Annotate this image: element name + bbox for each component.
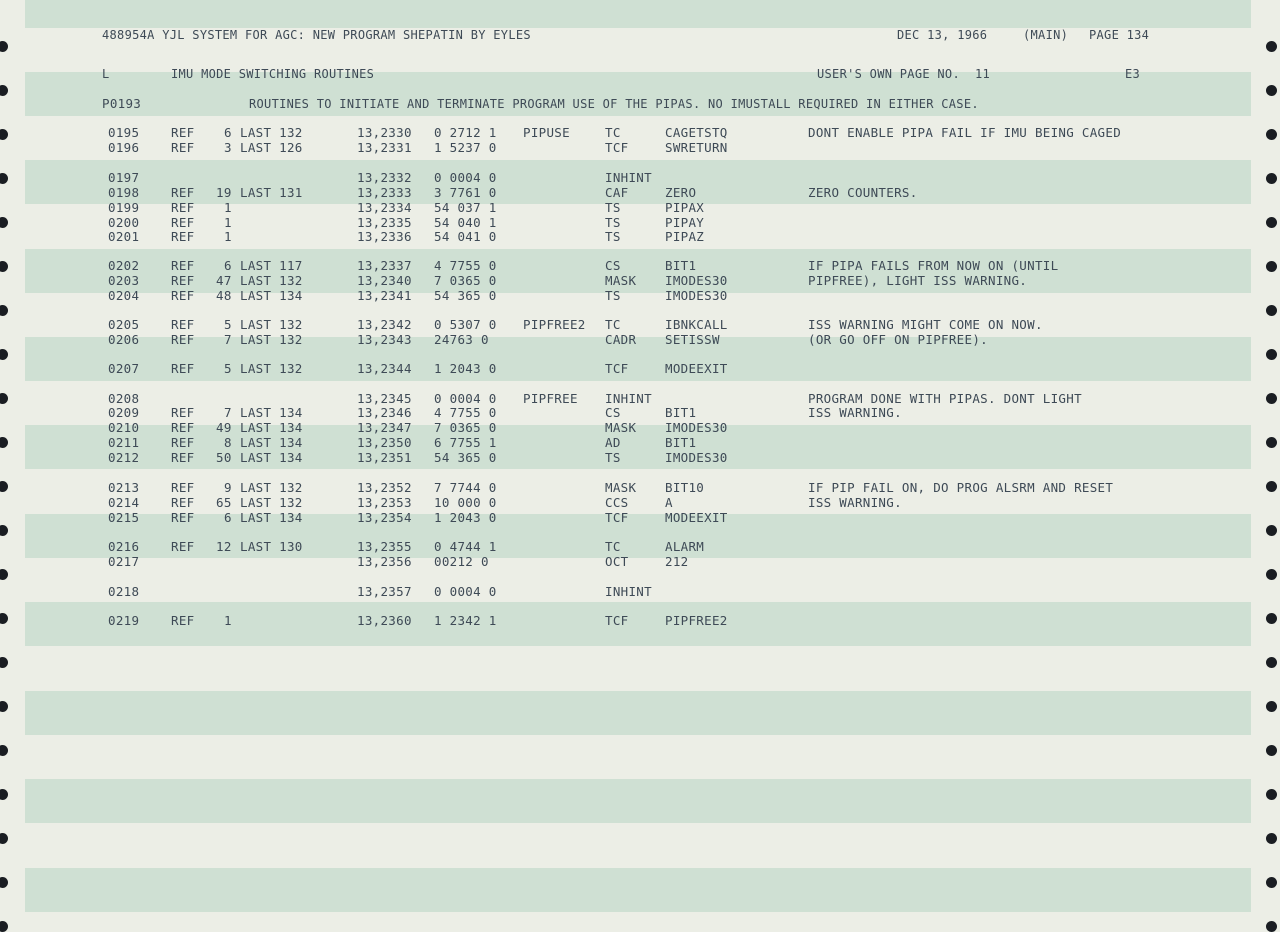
operand: IMODES30 (665, 450, 728, 465)
ref-count: 1 (224, 613, 232, 628)
address: 13,2331 (357, 140, 412, 155)
sprocket-hole (0, 701, 8, 712)
sprocket-hole (1266, 921, 1277, 932)
green-band (25, 514, 1251, 558)
machine-code: 1 2043 0 (434, 510, 497, 525)
line-number: 0201 (108, 229, 140, 244)
sprocket-hole (0, 305, 8, 316)
green-band (25, 779, 1251, 823)
ref-count: 5 (224, 317, 232, 332)
line-number: 0218 (108, 584, 140, 599)
machine-code: 0 0004 0 (434, 391, 497, 406)
address: 13,2351 (357, 450, 412, 465)
comment: IF PIP FAIL ON, DO PROG ALSRM AND RESET (808, 480, 1114, 495)
ref-marker: REF (171, 510, 195, 525)
print-date: DEC 13, 1966 (897, 28, 988, 42)
line-number: 0219 (108, 613, 140, 628)
machine-code: 7 0365 0 (434, 273, 497, 288)
sprocket-hole (0, 789, 8, 800)
ref-count: 12 (216, 539, 232, 554)
line-number: 0197 (108, 170, 140, 185)
last-ref: LAST 134 (240, 420, 303, 435)
sprocket-hole (1266, 349, 1277, 360)
machine-code: 0 0004 0 (434, 170, 497, 185)
line-number: 0207 (108, 361, 140, 376)
ref-marker: REF (171, 140, 195, 155)
address: 13,2343 (357, 332, 412, 347)
green-band (25, 602, 1251, 646)
machine-code: 1 2342 1 (434, 613, 497, 628)
sprocket-hole (1266, 481, 1277, 492)
user-page-number: USER'S OWN PAGE NO. 11 (817, 67, 991, 81)
line-number: 0204 (108, 288, 140, 303)
line-number: 0213 (108, 480, 140, 495)
line-number: 0200 (108, 215, 140, 230)
sprocket-hole (0, 217, 8, 228)
ref-count: 9 (224, 480, 232, 495)
address: 13,2357 (357, 584, 412, 599)
opcode: INHINT (605, 391, 652, 406)
line-number: 0199 (108, 200, 140, 215)
sprocket-hole (0, 129, 8, 140)
sprocket-hole (1266, 701, 1277, 712)
opcode: TC (605, 317, 621, 332)
last-ref: LAST 130 (240, 539, 303, 554)
operand: BIT10 (665, 480, 705, 495)
ref-marker: REF (171, 229, 195, 244)
machine-code: 24763 0 (434, 332, 489, 347)
address: 13,2347 (357, 420, 412, 435)
machine-code: 54 037 1 (434, 200, 497, 215)
sprocket-hole (0, 481, 8, 492)
opcode: MASK (605, 420, 637, 435)
address: 13,2355 (357, 539, 412, 554)
operand: IMODES30 (665, 420, 728, 435)
opcode: CADR (605, 332, 637, 347)
green-band (25, 425, 1251, 469)
sprocket-hole (0, 613, 8, 624)
opcode: TCF (605, 613, 629, 628)
comment: ISS WARNING. (808, 405, 902, 420)
operand: PIPAX (665, 200, 705, 215)
ref-marker: REF (171, 613, 195, 628)
address: 13,2337 (357, 258, 412, 273)
ref-marker: REF (171, 200, 195, 215)
operand: PIPFREE2 (665, 613, 728, 628)
opcode: MASK (605, 480, 637, 495)
ref-marker: REF (171, 480, 195, 495)
ref-count: 6 (224, 510, 232, 525)
last-ref: LAST 132 (240, 273, 303, 288)
last-ref: LAST 126 (240, 140, 303, 155)
sprocket-hole (0, 349, 8, 360)
address: 13,2341 (357, 288, 412, 303)
section-flag: L (102, 67, 110, 81)
ref-count: 3 (224, 140, 232, 155)
sprocket-hole (0, 437, 8, 448)
comment: DONT ENABLE PIPA FAIL IF IMU BEING CAGED (808, 125, 1122, 140)
last-ref: LAST 132 (240, 361, 303, 376)
operand: IBNKCALL (665, 317, 728, 332)
operand: BIT1 (665, 435, 697, 450)
operand: A (665, 495, 673, 510)
line-number: 0210 (108, 420, 140, 435)
sprocket-hole (1266, 745, 1277, 756)
operand: IMODES30 (665, 273, 728, 288)
comment: ISS WARNING. (808, 495, 902, 510)
ref-marker: REF (171, 435, 195, 450)
ref-marker: REF (171, 273, 195, 288)
address: 13,2344 (357, 361, 412, 376)
last-ref: LAST 134 (240, 510, 303, 525)
machine-code: 1 5237 0 (434, 140, 497, 155)
operand: PIPAZ (665, 229, 705, 244)
machine-code: 1 2043 0 (434, 361, 497, 376)
machine-code: 4 7755 0 (434, 258, 497, 273)
green-band (25, 337, 1251, 381)
opcode: TS (605, 200, 621, 215)
line-number: 0195 (108, 125, 140, 140)
comment: PROGRAM DONE WITH PIPAS. DONT LIGHT (808, 391, 1082, 406)
address: 13,2334 (357, 200, 412, 215)
machine-code: 54 041 0 (434, 229, 497, 244)
operand: 212 (665, 554, 689, 569)
statement-label: PIPUSE (523, 125, 570, 140)
ref-count: 65 (216, 495, 232, 510)
opcode: TCF (605, 140, 629, 155)
address: 13,2352 (357, 480, 412, 495)
ref-count: 5 (224, 361, 232, 376)
operand: IMODES30 (665, 288, 728, 303)
machine-code: 7 7744 0 (434, 480, 497, 495)
statement-label: PIPFREE2 (523, 317, 586, 332)
ref-marker: REF (171, 361, 195, 376)
opcode: TS (605, 288, 621, 303)
machine-code: 54 365 0 (434, 288, 497, 303)
last-ref: LAST 132 (240, 125, 303, 140)
last-ref: LAST 134 (240, 435, 303, 450)
green-band (25, 249, 1251, 293)
operand: ALARM (665, 539, 705, 554)
line-number: 0217 (108, 554, 140, 569)
comment: (OR GO OFF ON PIPFREE). (808, 332, 988, 347)
last-ref: LAST 134 (240, 450, 303, 465)
last-ref: LAST 117 (240, 258, 303, 273)
sprocket-hole (1266, 305, 1277, 316)
machine-code: 00212 0 (434, 554, 489, 569)
line-number: 0205 (108, 317, 140, 332)
ref-count: 1 (224, 229, 232, 244)
machine-code: 54 040 1 (434, 215, 497, 230)
job-title: 488954A YJL SYSTEM FOR AGC: NEW PROGRAM SHEPATIN BY EYLES (102, 28, 531, 42)
sprocket-hole (1266, 525, 1277, 536)
sprocket-hole (0, 921, 8, 932)
last-ref: LAST 132 (240, 317, 303, 332)
statement-label: PIPFREE (523, 391, 578, 406)
ref-marker: REF (171, 495, 195, 510)
sprocket-hole (1266, 657, 1277, 668)
line-number: 0216 (108, 539, 140, 554)
operand: MODEEXIT (665, 510, 728, 525)
ref-count: 47 (216, 273, 232, 288)
machine-code: 0 2712 1 (434, 125, 497, 140)
ref-count: 7 (224, 405, 232, 420)
section-code: E3 (1125, 67, 1141, 81)
line-number: 0206 (108, 332, 140, 347)
ref-marker: REF (171, 450, 195, 465)
machine-code: 3 7761 0 (434, 185, 497, 200)
sprocket-hole (0, 569, 8, 580)
line-number: 0203 (108, 273, 140, 288)
opcode: TS (605, 215, 621, 230)
opcode: CS (605, 258, 621, 273)
sprocket-hole (1266, 789, 1277, 800)
last-ref: LAST 134 (240, 288, 303, 303)
address: 13,2333 (357, 185, 412, 200)
address: 13,2345 (357, 391, 412, 406)
sprocket-hole (1266, 569, 1277, 580)
address: 13,2332 (357, 170, 412, 185)
machine-code: 0 0004 0 (434, 584, 497, 599)
opcode: TCF (605, 361, 629, 376)
sprocket-hole (1266, 877, 1277, 888)
operand: PIPAY (665, 215, 705, 230)
opcode: TCF (605, 510, 629, 525)
opcode: CS (605, 405, 621, 420)
ref-marker: REF (171, 317, 195, 332)
ref-count: 48 (216, 288, 232, 303)
opcode: OCT (605, 554, 629, 569)
sprocket-hole (1266, 41, 1277, 52)
sprocket-hole (0, 745, 8, 756)
ref-count: 6 (224, 125, 232, 140)
comment: IF PIPA FAILS FROM NOW ON (UNTIL (808, 258, 1059, 273)
address: 13,2330 (357, 125, 412, 140)
ref-marker: REF (171, 215, 195, 230)
ref-marker: REF (171, 420, 195, 435)
opcode: TC (605, 539, 621, 554)
address: 13,2353 (357, 495, 412, 510)
page-number: PAGE 134 (1089, 28, 1150, 42)
green-band (25, 691, 1251, 735)
operand: SETISSW (665, 332, 720, 347)
ref-count: 7 (224, 332, 232, 347)
address: 13,2336 (357, 229, 412, 244)
address: 13,2340 (357, 273, 412, 288)
comment: PIPFREE), LIGHT ISS WARNING. (808, 273, 1028, 288)
section-title: IMU MODE SWITCHING ROUTINES (171, 67, 375, 81)
operand: BIT1 (665, 258, 697, 273)
sprocket-hole (0, 877, 8, 888)
line-number: 0215 (108, 510, 140, 525)
line-number: 0196 (108, 140, 140, 155)
ref-count: 1 (224, 200, 232, 215)
sprocket-hole (1266, 437, 1277, 448)
operand: CAGETSTQ (665, 125, 728, 140)
sprocket-hole (0, 173, 8, 184)
sprocket-hole (1266, 393, 1277, 404)
sprocket-hole (0, 261, 8, 272)
last-ref: LAST 131 (240, 185, 303, 200)
print-mode: (MAIN) (1023, 28, 1069, 42)
sprocket-hole (0, 657, 8, 668)
operand: SWRETURN (665, 140, 728, 155)
ref-marker: REF (171, 332, 195, 347)
comment: ZERO COUNTERS. (808, 185, 918, 200)
sprocket-hole (1266, 129, 1277, 140)
sprocket-hole (1266, 833, 1277, 844)
address: 13,2346 (357, 405, 412, 420)
sprocket-hole (0, 393, 8, 404)
line-number: 0202 (108, 258, 140, 273)
ref-count: 49 (216, 420, 232, 435)
line-number: 0198 (108, 185, 140, 200)
ref-marker: REF (171, 185, 195, 200)
sprocket-hole (1266, 613, 1277, 624)
opcode: AD (605, 435, 621, 450)
ref-count: 6 (224, 258, 232, 273)
sprocket-hole (0, 525, 8, 536)
machine-code: 0 4744 1 (434, 539, 497, 554)
opcode: TC (605, 125, 621, 140)
sprocket-hole (0, 41, 8, 52)
machine-code: 4 7755 0 (434, 405, 497, 420)
comment: ISS WARNING MIGHT COME ON NOW. (808, 317, 1043, 332)
opcode: TS (605, 229, 621, 244)
green-band (25, 0, 1251, 28)
line-number: 0208 (108, 391, 140, 406)
sprocket-hole (1266, 85, 1277, 96)
address: 13,2342 (357, 317, 412, 332)
opcode: CAF (605, 185, 629, 200)
operand: MODEEXIT (665, 361, 728, 376)
ref-count: 19 (216, 185, 232, 200)
line-number: 0209 (108, 405, 140, 420)
machine-code: 0 5307 0 (434, 317, 497, 332)
machine-code: 6 7755 1 (434, 435, 497, 450)
address: 13,2335 (357, 215, 412, 230)
sprocket-hole (1266, 217, 1277, 228)
address: 13,2354 (357, 510, 412, 525)
ref-count: 8 (224, 435, 232, 450)
sprocket-hole (1266, 261, 1277, 272)
operand: BIT1 (665, 405, 697, 420)
sprocket-hole (0, 85, 8, 96)
sprocket-hole (0, 833, 8, 844)
green-band (25, 868, 1251, 912)
last-ref: LAST 132 (240, 332, 303, 347)
intro-comment: ROUTINES TO INITIATE AND TERMINATE PROGRAM USE OF THE PIPAS. NO IMUSTALL REQUIRED IN EITHER CASE. (249, 97, 979, 111)
machine-code: 10 000 0 (434, 495, 497, 510)
address: 13,2350 (357, 435, 412, 450)
opcode: INHINT (605, 584, 652, 599)
address: 13,2360 (357, 613, 412, 628)
ref-count: 50 (216, 450, 232, 465)
machine-code: 7 0365 0 (434, 420, 497, 435)
intro-line-number: P0193 (102, 96, 142, 111)
opcode: INHINT (605, 170, 652, 185)
operand: ZERO (665, 185, 697, 200)
opcode: MASK (605, 273, 637, 288)
ref-marker: REF (171, 539, 195, 554)
opcode: CCS (605, 495, 629, 510)
line-number: 0211 (108, 435, 140, 450)
machine-code: 54 365 0 (434, 450, 497, 465)
sprocket-hole (1266, 173, 1277, 184)
last-ref: LAST 132 (240, 480, 303, 495)
ref-count: 1 (224, 215, 232, 230)
ref-marker: REF (171, 258, 195, 273)
last-ref: LAST 132 (240, 495, 303, 510)
ref-marker: REF (171, 405, 195, 420)
ref-marker: REF (171, 125, 195, 140)
line-number: 0214 (108, 495, 140, 510)
line-number: 0212 (108, 450, 140, 465)
address: 13,2356 (357, 554, 412, 569)
last-ref: LAST 134 (240, 405, 303, 420)
opcode: TS (605, 450, 621, 465)
ref-marker: REF (171, 288, 195, 303)
